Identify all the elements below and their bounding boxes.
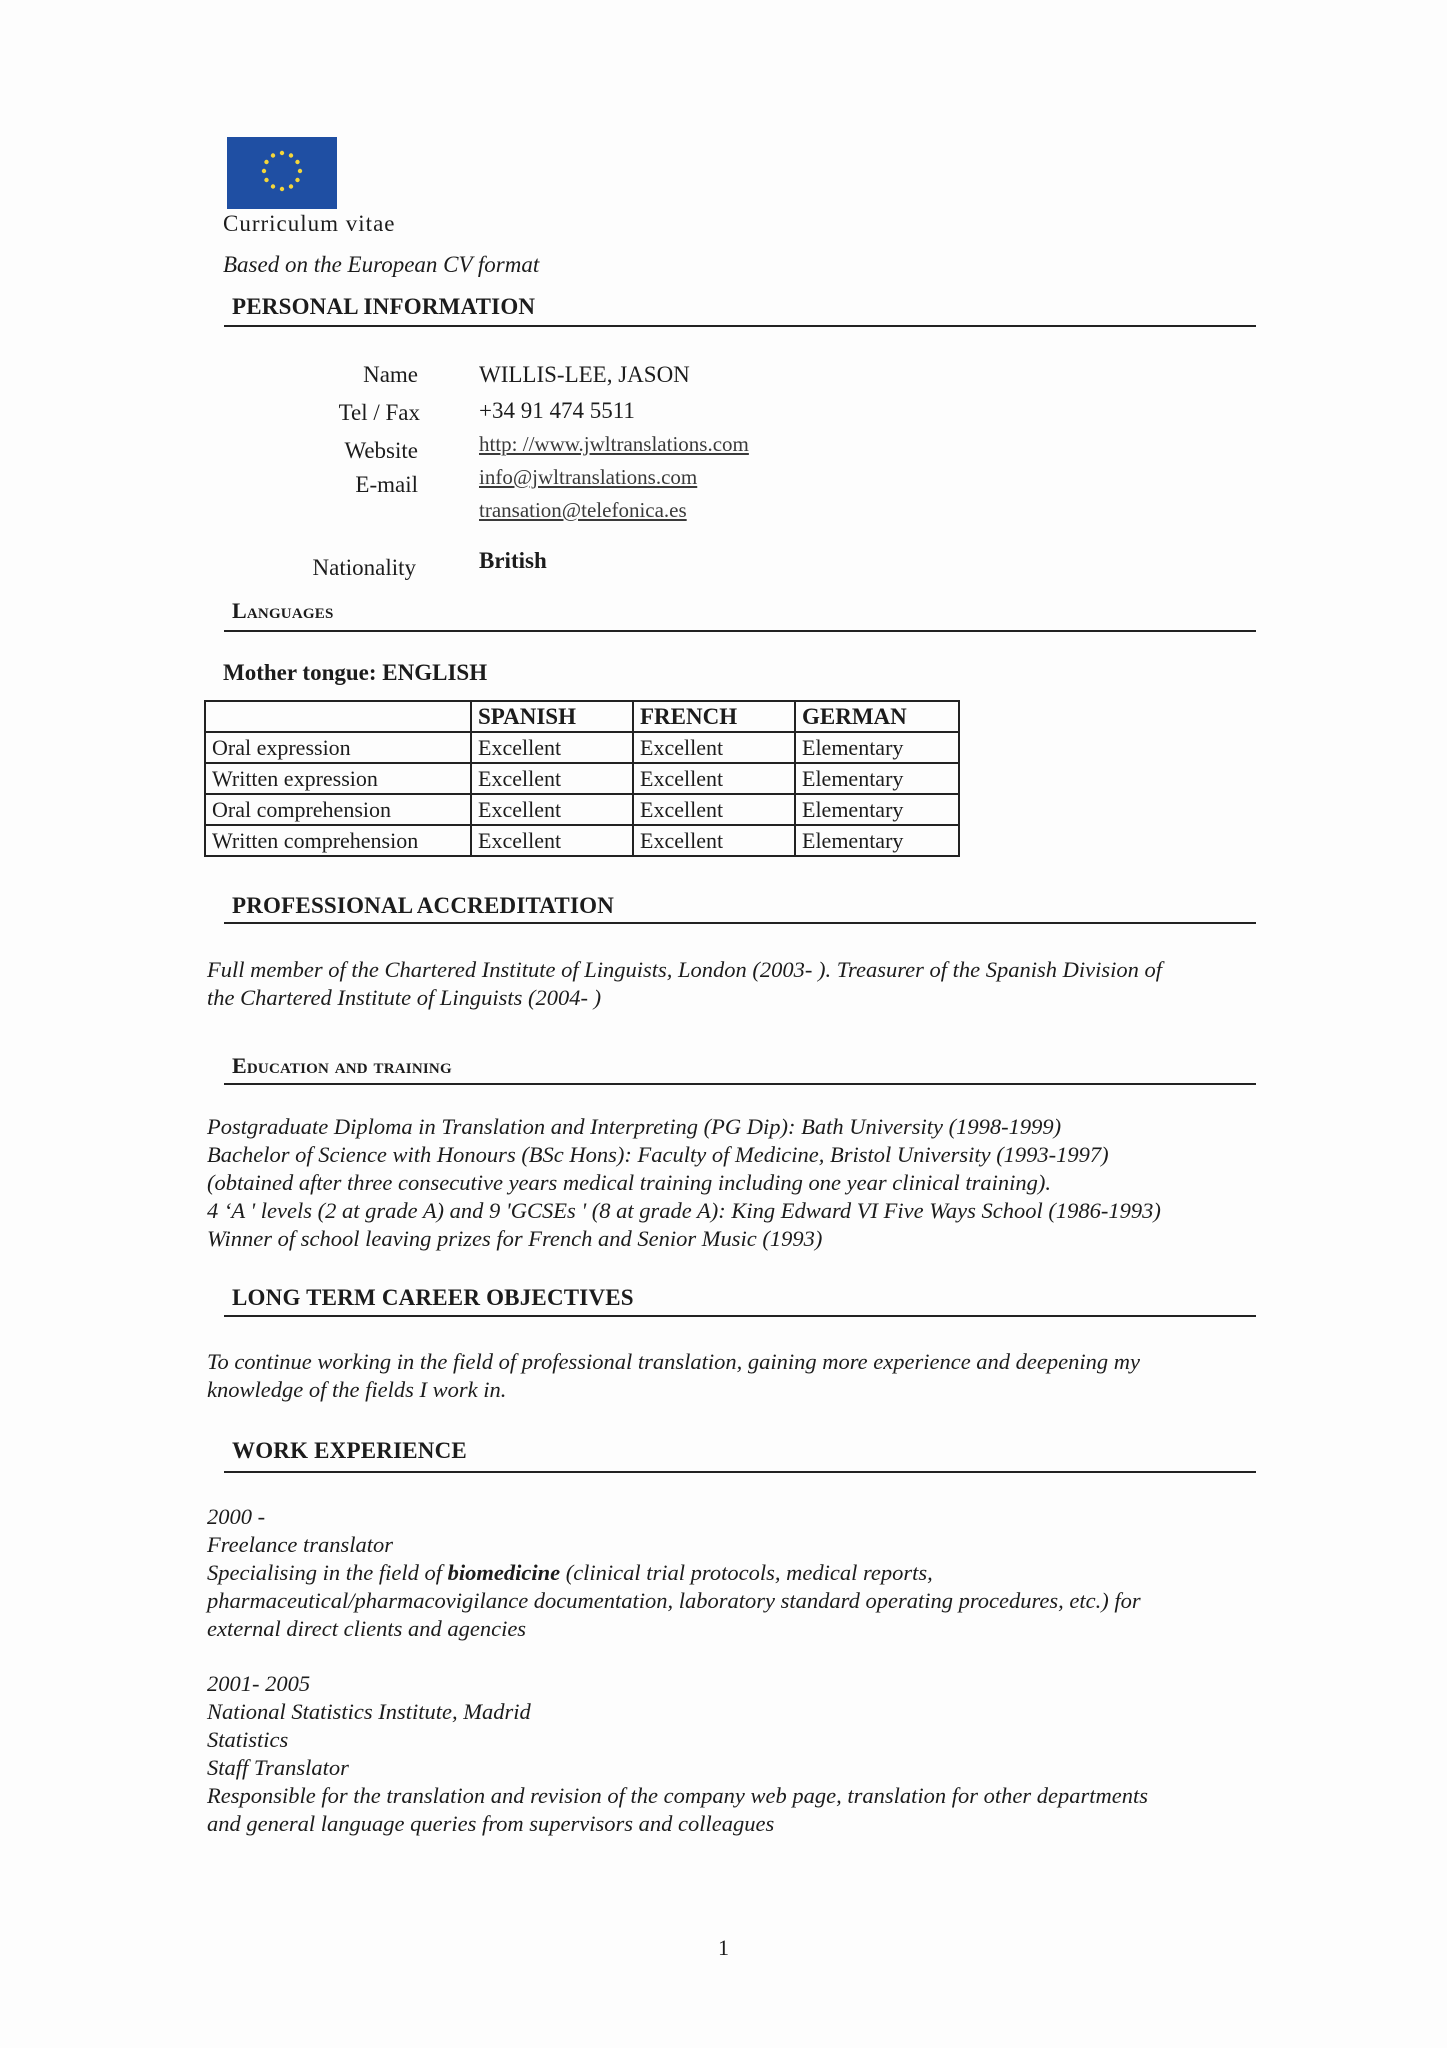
text-line: To continue working in the field of professional translation, gaining more experience and deepening my xyxy=(207,1349,1141,1374)
work-heading: WORK EXPERIENCE xyxy=(232,1438,467,1463)
work-period: 2001- 2005 xyxy=(207,1671,311,1696)
row-label: Oral expression xyxy=(205,732,471,763)
section-divider xyxy=(224,1315,1256,1317)
table-cell: Excellent xyxy=(633,794,795,825)
mother-tongue: Mother tongue: ENGLISH xyxy=(223,660,488,685)
section-divider xyxy=(224,1471,1256,1473)
section-divider xyxy=(224,922,1256,924)
tel-label: Tel / Fax xyxy=(338,400,420,425)
cv-subtitle: Based on the European CV format xyxy=(223,252,540,277)
text-line: (obtained after three consecutive years medical training including one year clinical training). xyxy=(207,1170,1051,1195)
table-row xyxy=(205,763,959,794)
table-cell: Elementary xyxy=(795,732,959,763)
email-link-1[interactable]: info@jwltranslations.com xyxy=(479,465,698,489)
work-desc-highlight: biomedicine xyxy=(447,1560,561,1585)
name-label: Name xyxy=(363,362,418,387)
row-label: Written comprehension xyxy=(205,825,471,856)
text-line: knowledge of the fields I work in. xyxy=(207,1377,507,1402)
text-line: Postgraduate Diploma in Translation and Interpreting (PG Dip): Bath University (1998-1999) xyxy=(207,1114,1062,1139)
work-period: 2000 - xyxy=(207,1504,266,1529)
table-cell: Elementary xyxy=(795,763,959,794)
column-header-german: GERMAN xyxy=(795,701,959,732)
table-cell: Excellent xyxy=(633,763,795,794)
accreditation-text xyxy=(207,956,1247,1012)
text-line: Responsible for the translation and revision of the company web page, translation for other departments xyxy=(207,1783,1148,1808)
nationality-label: Nationality xyxy=(312,555,416,580)
objectives-heading: LONG TERM CAREER OBJECTIVES xyxy=(232,1285,634,1310)
work-desc-prefix: Specialising in the field of xyxy=(207,1560,448,1585)
table-cell: Excellent xyxy=(471,825,633,856)
work-desc-suffix: (clinical trial protocols, medical reports, xyxy=(560,1560,933,1585)
tel-value: +34 91 474 5511 xyxy=(479,398,635,423)
table-cell: Excellent xyxy=(471,732,633,763)
work-entry-2 xyxy=(207,1670,1247,1838)
education-heading: Education and training xyxy=(232,1053,452,1078)
table-cell: Excellent xyxy=(471,763,633,794)
text-line: pharmaceutical/pharmacovigilance documentation, laboratory standard operating procedures, etc.) for xyxy=(207,1588,1141,1613)
column-header-spanish: SPANISH xyxy=(471,701,633,732)
table-cell: Excellent xyxy=(633,732,795,763)
work-field: Statistics xyxy=(207,1727,289,1752)
page-number: 1 xyxy=(718,1935,729,1960)
section-divider xyxy=(224,1083,1256,1085)
education-text xyxy=(207,1113,1247,1253)
text-line: Bachelor of Science with Honours (BSc Hons): Faculty of Medicine, Bristol University (1993-1997) xyxy=(207,1142,1109,1167)
email-label: E-mail xyxy=(355,472,418,497)
nationality-value: British xyxy=(479,548,547,573)
eu-stars-icon xyxy=(227,137,337,209)
work-title: Staff Translator xyxy=(207,1755,349,1780)
table-cell: Excellent xyxy=(471,794,633,825)
languages-heading: Languages xyxy=(232,598,334,623)
accreditation-heading: PROFESSIONAL ACCREDITATION xyxy=(232,893,615,918)
work-title: Freelance translator xyxy=(207,1532,394,1557)
column-header-french: FRENCH xyxy=(633,701,795,732)
table-cell: Elementary xyxy=(795,825,959,856)
objectives-text xyxy=(207,1348,1247,1404)
text-line: 4 ‘A ' levels (2 at grade A) and 9 'GCSEs ' (8 at grade A): King Edward VI Five Ways School (1986-1993) xyxy=(207,1198,1161,1223)
row-label: Oral comprehension xyxy=(205,794,471,825)
personal-information-heading: PERSONAL INFORMATION xyxy=(232,294,536,319)
table-corner-cell xyxy=(205,701,471,732)
table-row xyxy=(205,732,959,763)
work-entry-1 xyxy=(207,1503,1247,1643)
email-link-2[interactable]: transation@telefonica.es xyxy=(479,498,687,522)
row-label: Written expression xyxy=(205,763,471,794)
table-cell: Elementary xyxy=(795,794,959,825)
name-value: WILLIS-LEE, JASON xyxy=(479,362,690,387)
table-row xyxy=(205,825,959,856)
work-employer: National Statistics Institute, Madrid xyxy=(207,1699,531,1724)
table-row xyxy=(205,794,959,825)
eu-flag-logo xyxy=(227,137,337,209)
text-line: and general language queries from supervisors and colleagues xyxy=(207,1811,775,1836)
website-label: Website xyxy=(344,438,418,463)
text-line: the Chartered Institute of Linguists (2004- ) xyxy=(207,985,602,1010)
table-cell: Excellent xyxy=(633,825,795,856)
website-link[interactable]: http: //www.jwltranslations.com xyxy=(479,432,749,456)
text-line: Full member of the Chartered Institute of Linguists, London (2003- ). Treasurer of the Spanish Division of xyxy=(207,957,1162,982)
languages-table xyxy=(204,700,960,857)
work-description-line xyxy=(207,1559,1247,1587)
table-header-row xyxy=(205,701,959,732)
section-divider xyxy=(224,325,1256,327)
text-line: external direct clients and agencies xyxy=(207,1616,527,1641)
section-divider xyxy=(224,630,1256,632)
cv-title: Curriculum vitae xyxy=(223,211,396,236)
text-line: Winner of school leaving prizes for French and Senior Music (1993) xyxy=(207,1226,823,1251)
